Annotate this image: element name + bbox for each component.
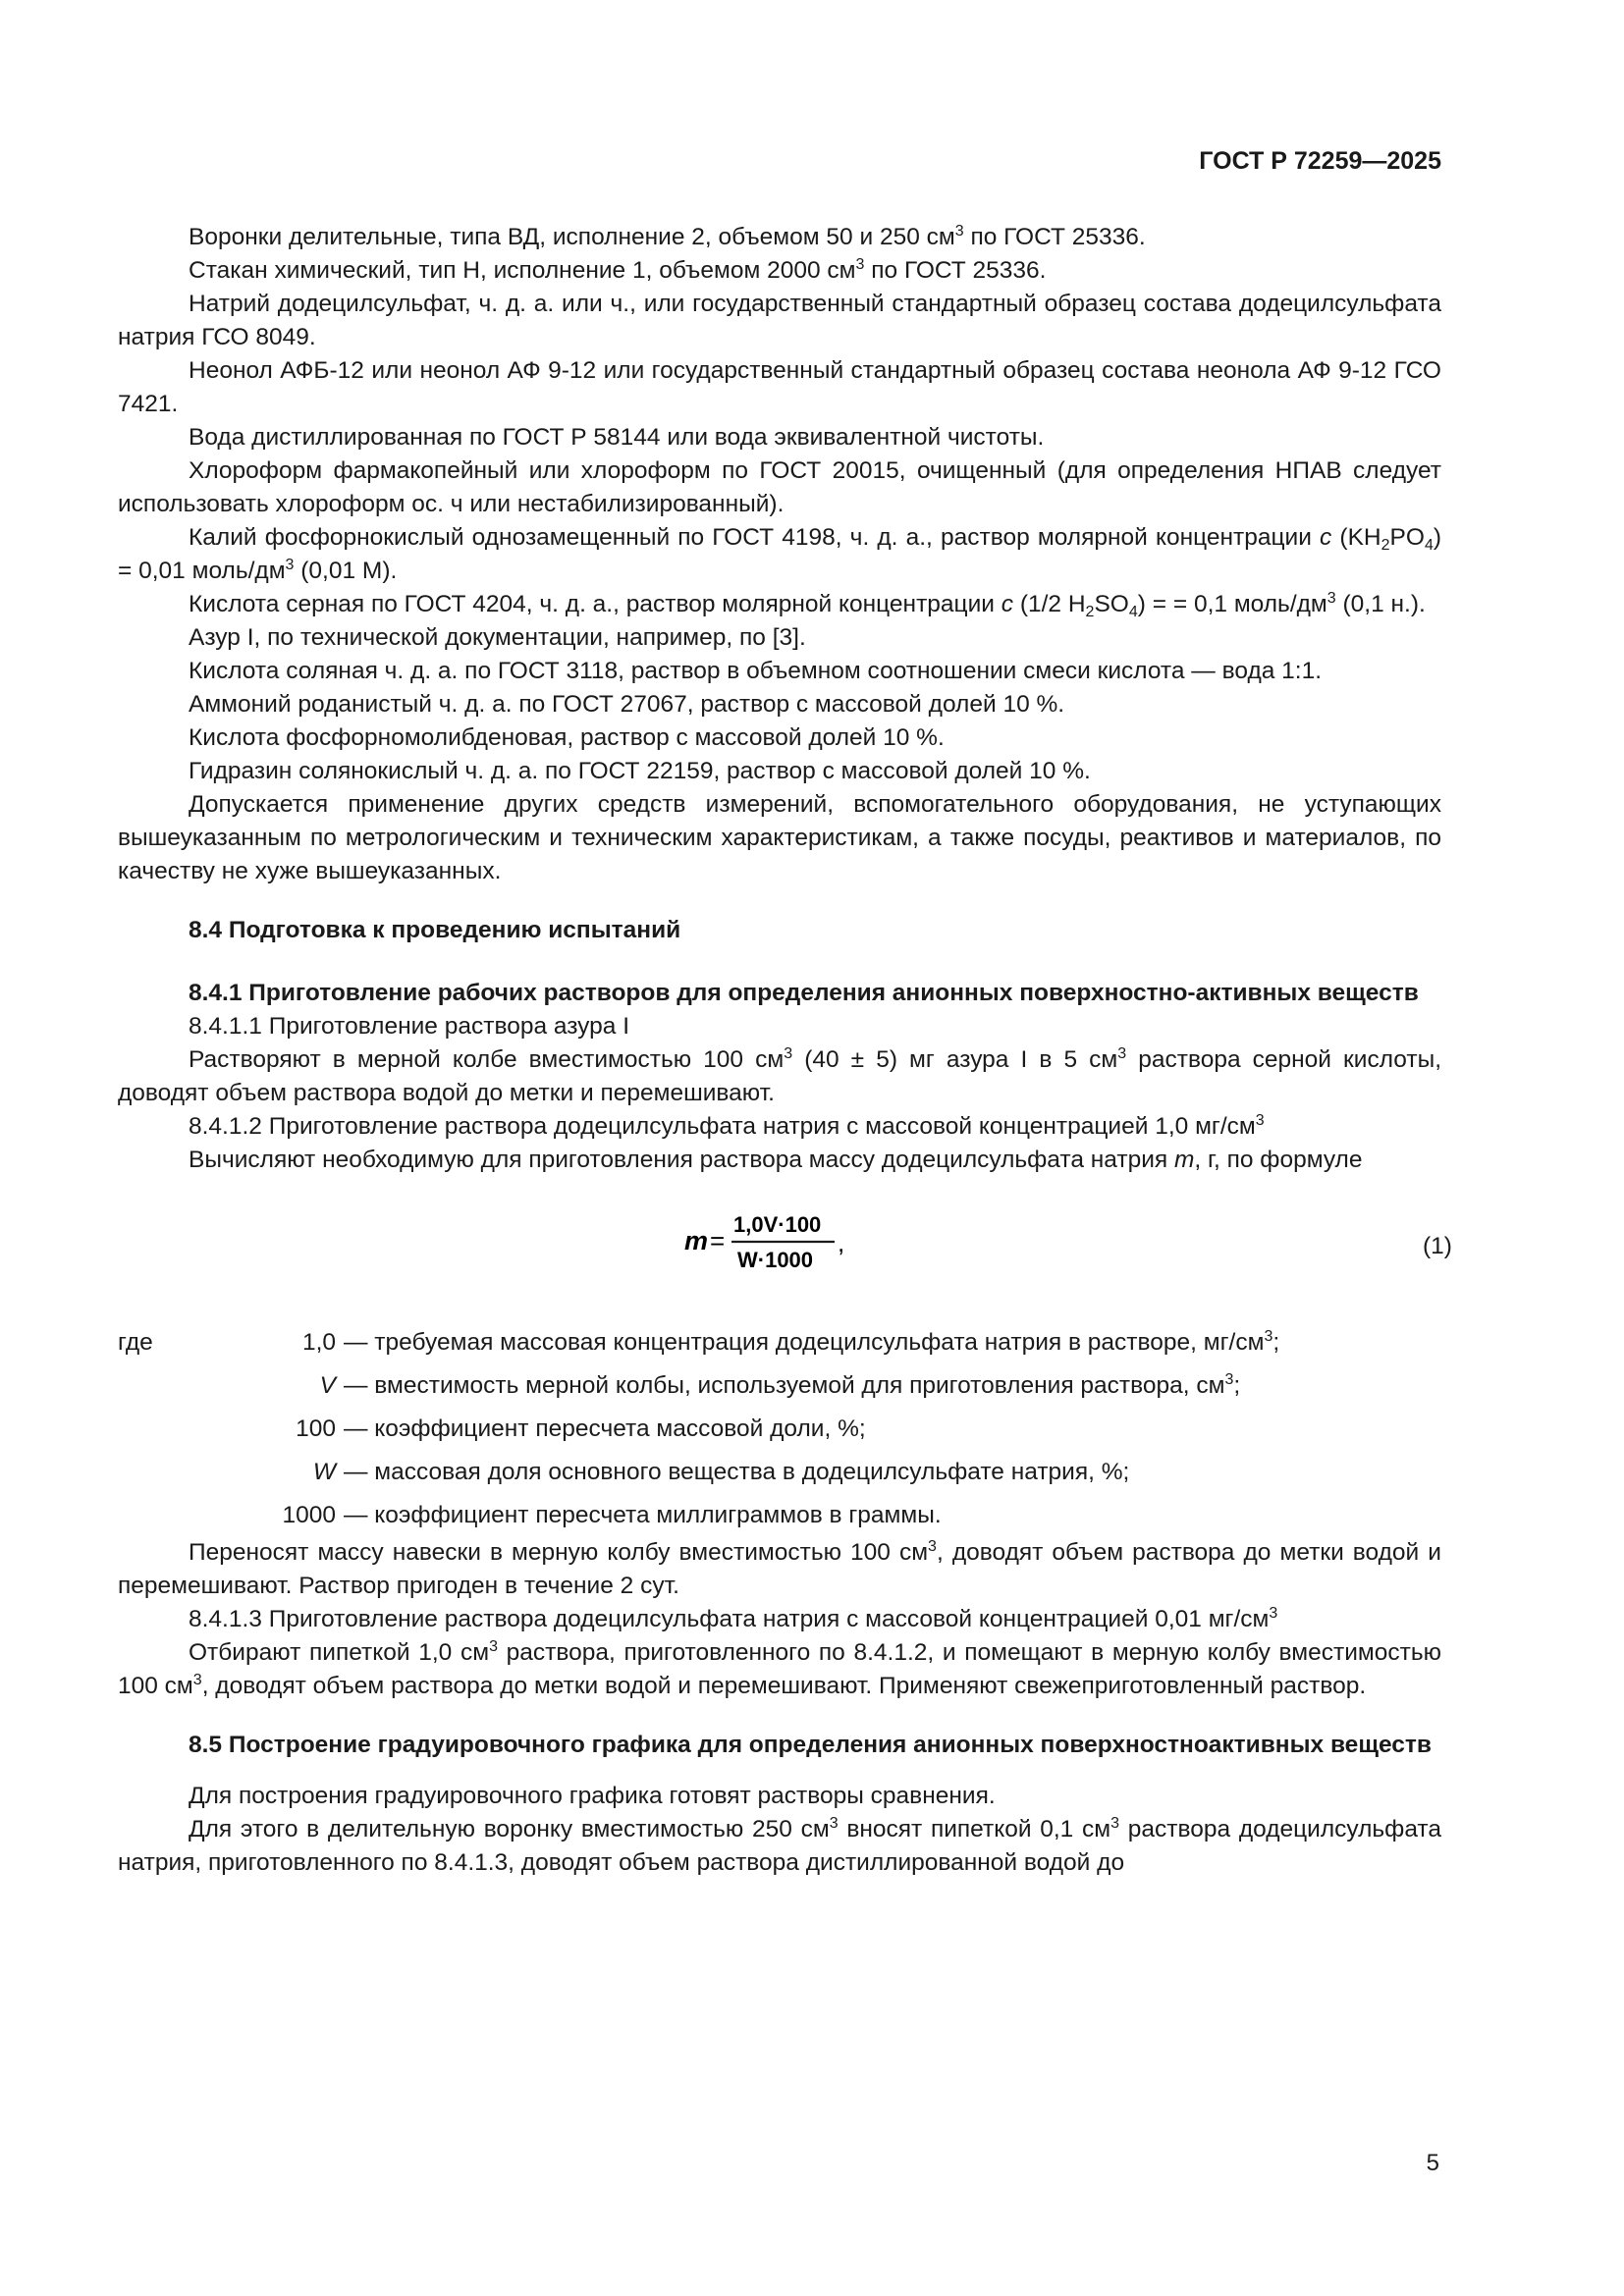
formula-numerator: 1,0V·100 — [733, 1212, 822, 1237]
page-number: 5 — [1426, 2150, 1439, 2176]
formula-denominator: W·1000 — [737, 1248, 814, 1272]
paragraph: Для этого в делительную воронку вместимостью 250 $см^3$ вносят пипеткой 0,1 $см^3$ раствора додецилсульфата натрия, приготовленного по 8.4.1.3, доводят объем раствора дистиллированной водой до — [118, 1815, 1441, 1876]
legend-row: 1000 — коэффициент пересчета миллиграммов в граммы. — [282, 1502, 942, 1528]
where-label: где — [118, 1329, 153, 1356]
formula-1 — [118, 1191, 1452, 1318]
section-heading: 8.5 Построение градуировочного графика для определения анионных поверхностноактивных веществ — [189, 1732, 1432, 1758]
legend-row: где 1,0 — требуемая массовая концентрация додецилсульфата натрия в растворе, $мг/см^3$; — [118, 1326, 1441, 1369]
formula-number: (1) — [1423, 1233, 1452, 1259]
paragraph: Кислота соляная ч. д. а. по ГОСТ 3118, раствор в объемном соотношении смеси кислота — вода 1:1. — [189, 658, 1323, 684]
paragraph: Отбирают пипеткой 1,0 $см^3$ раствора, приготовленного по 8.4.1.2, и помещают в мерную колбу вместимостью 100 $см^3$, доводят объем раствора до метки водой и перемешивают. Применяют свежеприготовленный раствор. — [118, 1638, 1441, 1699]
paragraph: Гидразин солянокислый ч. д. а. по ГОСТ 22159, раствор с массовой долей 10 %. — [189, 758, 1091, 784]
paragraph: Переносят массу навески в мерную колбу вместимостью 100 $см^3$, доводят объем раствора до метки водой и перемешивают. Раствор пригоден в течение 2 сут. — [118, 1538, 1441, 1599]
fraction-formula — [682, 1191, 859, 1299]
paragraph: Вычисляют необходимую для приготовления раствора массу додецилсульфата натрия m, г, по формуле — [189, 1147, 1363, 1173]
document-header: ГОСТ Р 72259—2025 — [1199, 147, 1441, 175]
formula-comma: , — [838, 1228, 845, 1257]
section-heading: 8.4 Подготовка к проведению испытаний — [189, 917, 681, 943]
legend-row: 100 — коэффициент пересчета массовой доли, %; — [296, 1415, 866, 1442]
paragraph: Неонол АФБ-12 или неонол АФ 9-12 или государственный стандартный образец состава неонола АФ 9-12 ГСО 7421. — [118, 357, 1441, 417]
legend-row: W — массовая доля основного вещества в додецилсульфате натрия, %; — [312, 1459, 1130, 1485]
clause-title: 8.4.1.3 Приготовление раствора додецилсульфата натрия с массовой концентрацией 0,01 $мг/см^3$ — [189, 1605, 1278, 1632]
document-body — [118, 221, 1452, 1880]
clause-title: 8.4.1.1 Приготовление раствора азура I — [189, 1013, 630, 1040]
paragraph: Хлороформ фармакопейный или хлороформ по ГОСТ 20015, очищенный (для определения НПАВ следует использовать хлороформ ос. ч или нестабилизированный). — [118, 457, 1441, 517]
subsection-heading: 8.4.1 Приготовление рабочих растворов для определения анионных поверхностно-активных веществ — [189, 980, 1419, 1006]
formula-equals: = — [710, 1226, 726, 1255]
paragraph: Кислота серная по ГОСТ 4204, ч. д. а., раствор молярной концентрации c (1/2 $H_2SO_4$) = = 0,1 моль/$дм^3$ (0,1 н.). — [189, 590, 1426, 620]
paragraph: Натрий додецилсульфат, ч. д. а. или ч., или государственный стандартный образец состава додецилсульфата натрия ГСО 8049. — [118, 291, 1441, 350]
legend-row: V — вместимость мерной колбы, используемой для приготовления раствора, $см^3$; — [319, 1371, 1241, 1399]
paragraph: Растворяют в мерной колбе вместимостью 100 $см^3$ (40 ± 5) мг азура I в 5 $см^3$ раствора серной кислоты, доводят объем раствора водой до метки и перемешивают. — [118, 1045, 1441, 1106]
paragraph: Азур I, по технической документации, например, по [3]. — [189, 624, 806, 651]
formula-lhs: m — [684, 1226, 709, 1255]
paragraph: Для построения градуировочного графика готовят растворы сравнения. — [189, 1783, 996, 1809]
paragraph: Калий фосфорнокислый однозамещенный по ГОСТ 4198, ч. д. а., раствор молярной концентрации c $(KH_2PO_4) = 0,01$ моль/$дм^3$ (0,01 М). — [118, 524, 1442, 584]
paragraph: Кислота фосфорномолибденовая, раствор с массовой долей 10 %. — [189, 724, 945, 751]
paragraph: Воронки делительные, типа ВД, исполнение 2, объемом 50 и 250 $см^3$ по ГОСТ 25336. — [189, 223, 1146, 250]
formula-legend — [118, 1326, 1441, 1536]
clause-title: 8.4.1.2 Приготовление раствора додецилсульфата натрия с массовой концентрацией 1,0 $мг/см^3$ — [189, 1112, 1265, 1140]
paragraph: Аммоний роданистый ч. д. а. по ГОСТ 27067, раствор с массовой долей 10 %. — [189, 691, 1065, 718]
paragraph: Стакан химический, тип Н, исполнение 1, объемом 2000 $см^3$ по ГОСТ 25336. — [189, 256, 1047, 284]
paragraph: Допускается применение других средств измерений, вспомогательного оборудования, не уступающих вышеуказанным по метрологическим и техническим характеристикам, а также посуды, реактивов и материалов, по качеству не хуже вышеуказанных. — [118, 791, 1441, 884]
paragraph: Вода дистиллированная по ГОСТ Р 58144 или вода эквивалентной чистоты. — [189, 424, 1045, 451]
